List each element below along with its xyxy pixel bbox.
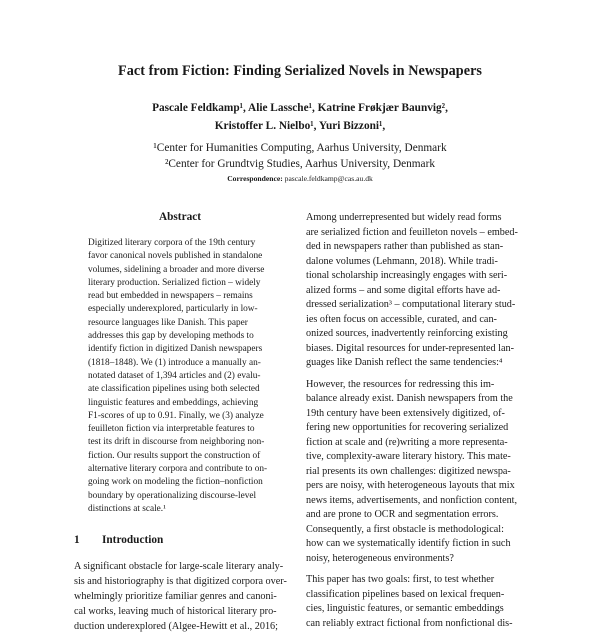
correspondence-email: pascale.feldkamp@cas.au.dk bbox=[284, 174, 373, 183]
affiliation-2: ²Center for Grundtvig Studies, Aarhus University, Denmark bbox=[165, 158, 435, 170]
intro-text-line: whelmingly prioritize familiar genres and canoni- bbox=[74, 590, 277, 602]
abstract-text-line: identify fiction in digitized Danish newspapers bbox=[88, 344, 263, 355]
author-list bbox=[0, 99, 600, 135]
abstract-text-line: resource languages like Danish. This paper bbox=[88, 317, 248, 328]
section-heading bbox=[74, 534, 163, 546]
col2-paragraph-2-line: Consequently, a first obstacle is methodological: bbox=[306, 523, 504, 535]
intro-text-line: cal works, leaving much of historical literary pro- bbox=[74, 605, 277, 617]
abstract-text-line: linguistic features and embeddings, achieving bbox=[88, 397, 259, 408]
abstract-text-line: fiction. Our results support the construction of bbox=[88, 450, 261, 461]
col2-paragraph-2-line: pers are noisy, with heterogeneous layouts that mix bbox=[306, 480, 515, 491]
col2-paragraph-2-line: However, the resources for redressing this im- bbox=[306, 378, 495, 390]
col2-paragraph-1-line: ies often focus on accessible, curated, and can- bbox=[306, 313, 497, 325]
col2-paragraph-2-line: news items, advertisements, and nonfiction content, bbox=[306, 494, 518, 506]
abstract-text-line: ate classification pipelines using both selected bbox=[88, 384, 260, 395]
col2-paragraph-2-line: how can we systematically identify fiction in such bbox=[306, 538, 511, 549]
col2-paragraph-3-line: classification pipelines based on lexical frequen- bbox=[306, 588, 505, 600]
col2-paragraph-2-line: and are prone to OCR and segmentation errors. bbox=[306, 509, 499, 520]
authors-line-2: Kristoffer L. Nielbo¹, Yuri Bizzoni¹, bbox=[214, 120, 386, 132]
col2-paragraph-1-line: dressed serialization³ – computational literary stud- bbox=[306, 299, 516, 310]
col2-paragraph-1-line: are serialized fiction and feuilleton novels – embed- bbox=[306, 226, 518, 238]
affiliation-1: ¹Center for Humanities Computing, Aarhus University, Denmark bbox=[153, 142, 447, 154]
abstract-text-line: test its drift in discourse from neighboring non- bbox=[88, 437, 265, 448]
col2-paragraph-1-line: ded in newspapers rather than published as stan- bbox=[306, 241, 504, 252]
col2-paragraph-2-line: noisy, heterogeneous environments? bbox=[306, 552, 454, 564]
paragraph-gap bbox=[306, 371, 532, 378]
col2-paragraph-2-line: fiction at scale and (re)writing a more representa- bbox=[306, 436, 508, 448]
col2-paragraph-1-line: tional scholarship increasingly engages with seri- bbox=[306, 270, 508, 281]
abstract-text-line: alternative literary corpora and contribute to on- bbox=[88, 464, 268, 475]
col2-paragraph-1-line: dalone volumes (Lehmann, 2018). While tradi- bbox=[306, 255, 498, 267]
col2-paragraph-3-line: This paper has two goals: first, to test whether bbox=[306, 574, 495, 585]
affiliations bbox=[0, 140, 600, 172]
abstract-text-line: feuilleton fiction via interpretable features to bbox=[88, 424, 255, 435]
col2-paragraph-2-line: balance already exist. Danish newspapers from the bbox=[306, 393, 513, 404]
authors-line-1: Pascale Feldkamp¹, Alie Lassche¹, Katrine Frøkjær Baunvig², bbox=[152, 102, 448, 114]
intro-body bbox=[74, 560, 296, 635]
abstract-text-line: especially underexplored, particularly in low- bbox=[88, 304, 258, 315]
abstract-text-line: F1-scores of up to 0.91. Finally, we (3) analyze bbox=[88, 410, 264, 421]
abstract-text-line: Digitized literary corpora of the 19th century bbox=[88, 238, 256, 248]
col2-paragraph-3-line: can reliably extract fictional from nonfictional dis- bbox=[306, 617, 513, 629]
col2-paragraph-2-line: tive, complexity-aware literary history. This mate- bbox=[306, 451, 511, 462]
correspondence-label: Correspondence: bbox=[227, 174, 283, 183]
intro-text-line: sis and historiography is that digitized corpora over- bbox=[74, 575, 287, 587]
intro-text-line: duction underexplored (Algee-Hewitt et al., 2016; bbox=[74, 620, 278, 632]
abstract-text-line: addresses this gap by developing methods to bbox=[88, 331, 254, 342]
abstract-text-line: going work on modeling the fiction–nonfiction bbox=[88, 477, 263, 488]
correspondence bbox=[0, 174, 600, 183]
abstract-text-line: read but embedded in newspapers – remains bbox=[88, 291, 253, 302]
col2-paragraph-2-line: rial presents its own challenges: digitized newspa- bbox=[306, 465, 511, 477]
col2-paragraph-2-line: fering new opportunities for recovering serialized bbox=[306, 422, 509, 433]
col2-paragraph-1-line: Among underrepresented but widely read forms bbox=[306, 212, 502, 223]
abstract-text-line: notated dataset of 1,394 articles and (2) evalu- bbox=[88, 370, 261, 381]
col2-paragraph-3-line: cies, linguistic features, or semantic embeddings bbox=[306, 603, 504, 614]
paper-title: Fact from Fiction: Finding Serialized Novels in Newspapers bbox=[118, 63, 482, 79]
col2-paragraph-1-line: guages like Danish reflect the same tendencies:⁴ bbox=[306, 357, 503, 368]
col2-paragraph-1-line: biases. Digital resources for under-represented lan- bbox=[306, 342, 514, 354]
col2-paragraph-1-line: onized sources, inadvertently reinforcing existing bbox=[306, 328, 508, 339]
intro-text-line: A significant obstacle for large-scale literary analy- bbox=[74, 561, 284, 572]
section-number: 1 bbox=[74, 534, 80, 546]
abstract-text-line: favor canonical novels published in standalone bbox=[88, 251, 263, 262]
abstract-heading: Abstract bbox=[158, 211, 202, 223]
abstract-text-line: (1818–1848). We (1) introduce a manually an- bbox=[88, 357, 261, 368]
col2-paragraph-1-line: alized forms – and some digital efforts have ad- bbox=[306, 284, 501, 296]
abstract-body bbox=[88, 237, 272, 516]
abstract-text-line: volumes, sidelining a broader and more diverse bbox=[88, 264, 265, 275]
section-title: Introduction bbox=[102, 534, 164, 546]
col2-paragraph-2-line: 19th century have been extensively digitized, of- bbox=[306, 407, 505, 419]
paragraph-gap bbox=[306, 566, 532, 573]
abstract-text-line: literary production. Serialized fiction – widely bbox=[88, 277, 261, 288]
right-column-body bbox=[306, 211, 532, 631]
abstract-text-line: boundary by operationalizing discourse-level bbox=[88, 490, 257, 501]
abstract-text-line: distinctions at scale.¹ bbox=[88, 503, 166, 514]
